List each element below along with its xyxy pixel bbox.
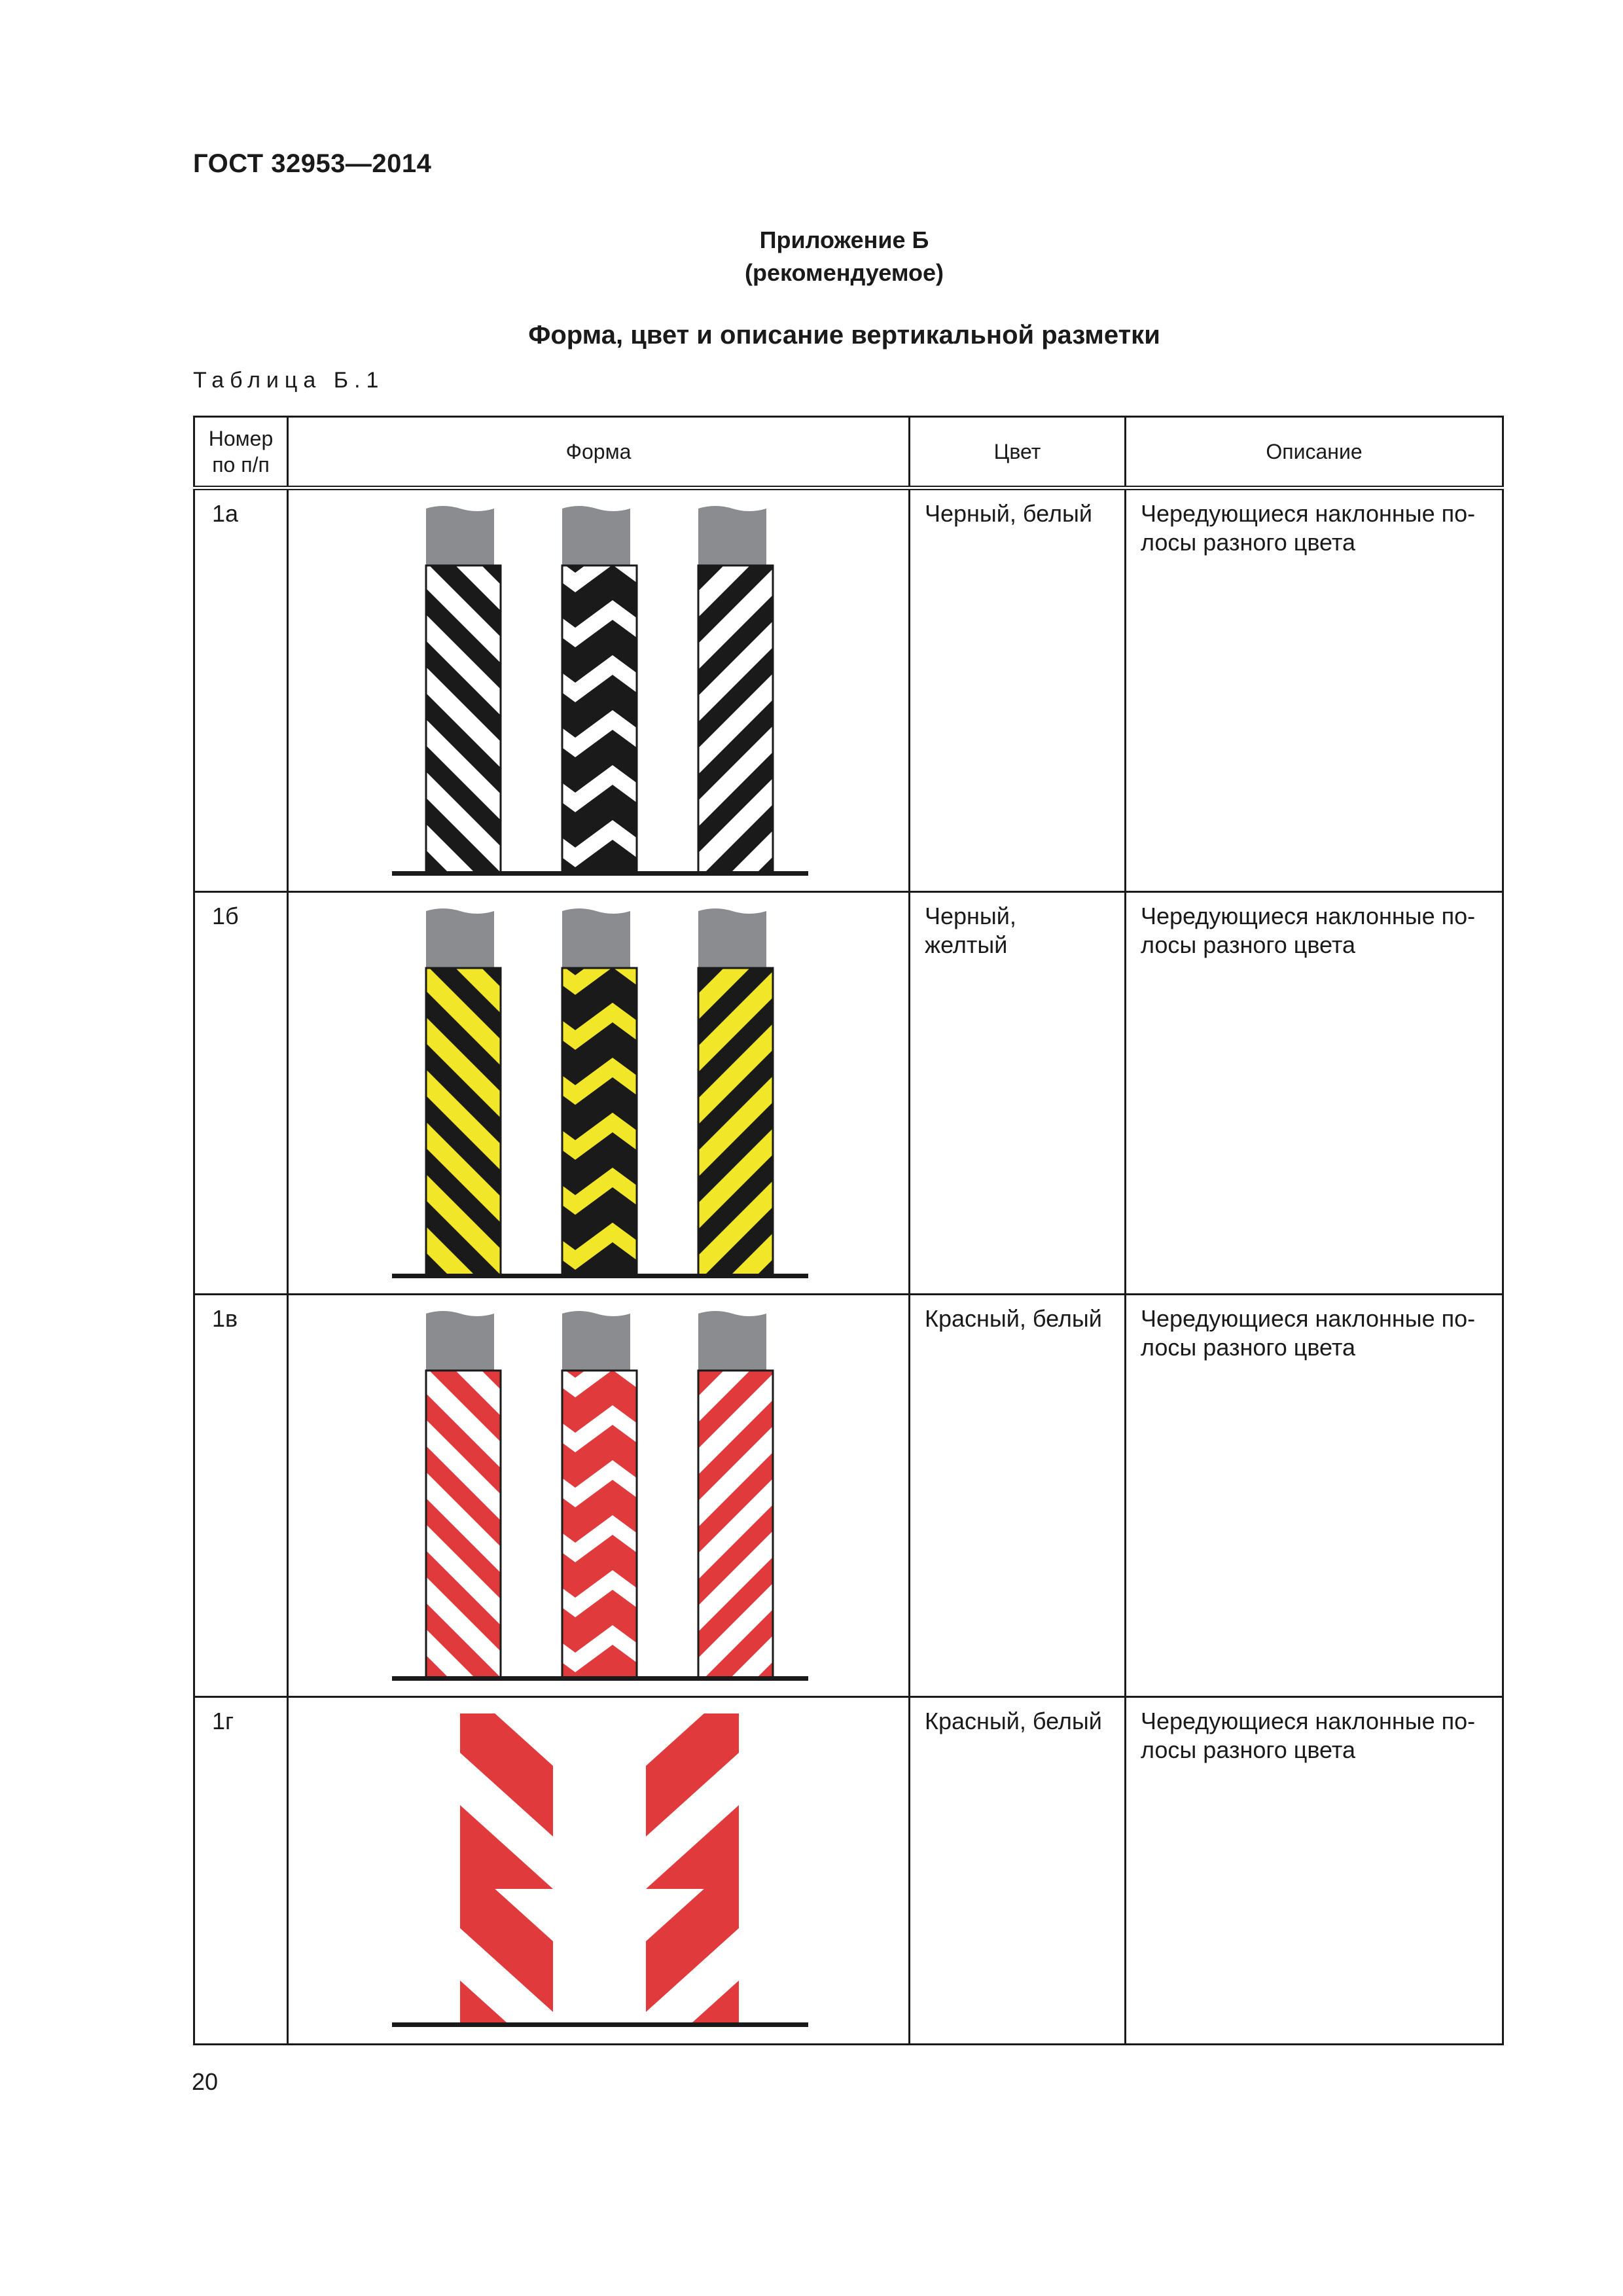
- row-description-line2: лосы разного цвета: [1141, 931, 1355, 958]
- table-header-row: [194, 417, 1503, 488]
- row-number: 1а: [212, 500, 239, 527]
- row-description-line1: Чередующиеся наклонные по-: [1141, 1305, 1476, 1332]
- row-description: [1126, 1698, 1502, 1765]
- description-cell: [1126, 488, 1503, 892]
- row-description: [1126, 893, 1502, 960]
- bollard-group-red-white: [289, 1295, 910, 1696]
- bollard-group-black-yellow: [289, 893, 910, 1293]
- table-row: [194, 488, 1503, 892]
- table-row: [194, 1295, 1503, 1697]
- row-description-line2: лосы разного цвета: [1141, 529, 1355, 556]
- document-code: ГОСТ 32953—2014: [193, 149, 432, 178]
- table-row: [194, 1697, 1503, 2045]
- table-caption: Таблица Б.1: [193, 368, 385, 393]
- row-number: 1в: [212, 1305, 238, 1332]
- row-number-cell: [194, 1295, 288, 1697]
- shape-cell: [288, 892, 910, 1295]
- appendix-status: (рекомендуемое): [745, 259, 944, 286]
- column-header-shape: Форма: [288, 417, 910, 488]
- color-cell: [910, 1697, 1126, 2045]
- ground-line: [392, 871, 808, 876]
- section-title: Форма, цвет и описание вертикальной разметки: [528, 321, 1160, 350]
- color-cell: [910, 892, 1126, 1295]
- row-description: [1126, 490, 1502, 557]
- ground-line: [392, 2022, 808, 2027]
- row-color: Черный, белый: [925, 500, 1092, 527]
- bollard-center: [562, 1311, 637, 1678]
- description-cell: [1126, 1295, 1503, 1697]
- panel-right: [646, 1713, 739, 2025]
- page-number: 20: [192, 2068, 219, 2095]
- panel-left: [460, 1713, 553, 2025]
- color-cell: [910, 1295, 1126, 1697]
- appendix-title: Приложение Б: [759, 226, 929, 253]
- row-number: 1г: [212, 1708, 234, 1734]
- bollard-right: [698, 506, 773, 873]
- row-number: 1б: [212, 903, 239, 929]
- bollard-center: [562, 506, 637, 873]
- row-color: Красный, белый: [925, 1708, 1102, 1734]
- row-description-line1: Чередующиеся наклонные по-: [1141, 1708, 1476, 1734]
- color-cell: [910, 488, 1126, 892]
- ground-line: [392, 1676, 808, 1681]
- row-color: [910, 893, 1124, 960]
- bollard-group-black-white: [289, 490, 910, 891]
- panel-group-red-white: [289, 1698, 910, 2043]
- row-description-line2: лосы разного цвета: [1141, 1736, 1355, 1763]
- row-number-cell: [194, 892, 288, 1295]
- row-number-cell: [194, 1697, 288, 2045]
- description-cell: [1126, 892, 1503, 1295]
- marking-table: [193, 416, 1504, 2045]
- row-color: Красный, белый: [925, 1305, 1102, 1332]
- shape-cell: [288, 1295, 910, 1697]
- column-header-number: [194, 417, 288, 488]
- bollard-left: [426, 506, 501, 873]
- bollard-left: [426, 908, 501, 1276]
- table-row: [194, 892, 1503, 1295]
- ground-line: [392, 1274, 808, 1278]
- row-description: [1126, 1295, 1502, 1362]
- row-description-line1: Чередующиеся наклонные по-: [1141, 903, 1476, 929]
- description-cell: [1126, 1697, 1503, 2045]
- bollard-right: [698, 908, 773, 1276]
- shape-cell: [288, 1697, 910, 2045]
- column-header-color: Цвет: [910, 417, 1126, 488]
- bollard-center: [562, 908, 637, 1276]
- row-number-cell: [194, 488, 288, 892]
- column-header-number-line1: Номер: [208, 427, 274, 450]
- row-color-line2: желтый: [925, 931, 1008, 958]
- row-color-line1: Черный,: [925, 903, 1016, 929]
- bollard-right: [698, 1311, 773, 1678]
- shape-cell: [288, 488, 910, 892]
- row-description-line1: Чередующиеся наклонные по-: [1141, 500, 1476, 527]
- column-header-number-line2: по п/п: [212, 453, 270, 476]
- appendix-heading: [0, 224, 1623, 289]
- row-description-line2: лосы разного цвета: [1141, 1334, 1355, 1361]
- bollard-left: [426, 1311, 501, 1678]
- column-header-description: Описание: [1126, 417, 1503, 488]
